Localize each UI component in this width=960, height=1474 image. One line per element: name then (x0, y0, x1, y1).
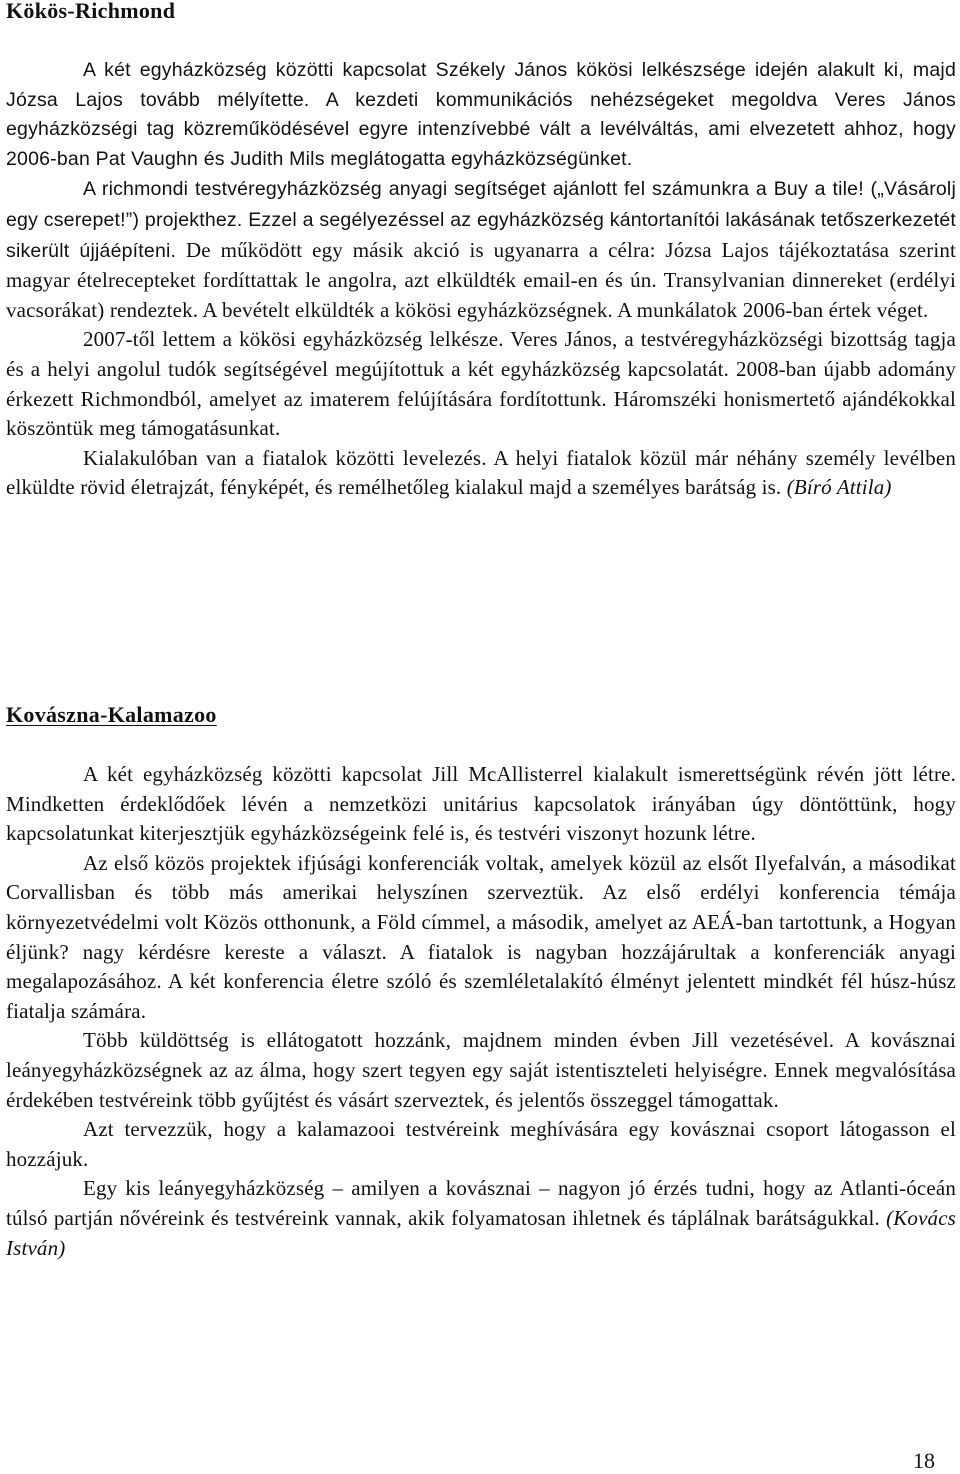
paragraph-text: A richmondi testvéregyházközség anyagi segítséget ajánlott fel számunkra a Buy a tile! („Vásárolj egy cserepet!”) projekthez. Ezzel a segélyezéssel az egyházközség kántortanítói lakásának tetőszerkezetét sikerült újjáépíteni. (6, 178, 956, 262)
paragraph-text: Kialakulóban van a fiatalok közötti levelezés. A helyi fiatalok közül már néhány személy levélben elküldte rövid életrajzát, fényképét, és remélhetőleg kialakul majd a személyes barátság is. (6, 445, 956, 500)
author-signature: (Bíró Attila) (786, 475, 892, 500)
author-signature: (Kovács István) (6, 1205, 956, 1260)
paragraph (6, 444, 956, 503)
section-body-kovaszna-kalamazoo (6, 760, 956, 1263)
paragraph-text: 2007-től lettem a kökösi egyházközség lelkésze. Veres János, a testvéregyházközségi bizottság tagja és a helyi angolul tudók segítségével megújítottuk a két egyházközség kapcsolatát. 2008-ban újabb adomány érkezett Richmondból, amelyet az imaterem felújítására fordítottunk. Háromszéki honismertető ajándékokkal köszöntük meg támogatásunkat. (6, 327, 956, 441)
paragraph-text: Több küldöttség is ellátogatott hozzánk, majdnem minden évben Jill vezetésével. A kovásznai leányegyházközségnek az az álma, hogy szert tegyen egy saját istentiszteleti helyiségre. Ennek megvalósítása érdekében testvéreink több gyűjtést és vásárt szerveztek, és jelentős összeggel támogattak. (6, 1028, 956, 1112)
paragraph-text: Azt tervezzük, hogy a kalamazooi testvéreink meghívására egy kovásznai csoport látogasson el hozzájuk. (6, 1117, 956, 1171)
paragraph (6, 1026, 956, 1115)
paragraph (6, 1115, 956, 1174)
section-body-kokos-richmond (6, 56, 956, 503)
paragraph (6, 56, 956, 174)
paragraph (6, 849, 956, 1027)
paragraph-text: A két egyházközség közötti kapcsolat Székely János kökösi lelkészsége idején alakult ki, majd Józsa Lajos tovább mélyítette. A kezdeti kommunikációs nehézségeket megoldva Veres János egyházközségi tag közreműködésével egyre intenzívebbé vált a levélváltás, ami elvezetett ahhoz, hogy 2006-ban Pat Vaughn és Judith Mils meglátogatta egyházközségünket. (6, 59, 956, 170)
section-title-kovaszna-kalamazoo: Kovászna-Kalamazoo (6, 702, 217, 727)
paragraph (6, 760, 956, 849)
paragraph-text: Az első közös projektek ifjúsági konferenciák voltak, amelyek közül az elsőt Ilyefalván, a másodikat Corvallisban és több más amerikai helyszínen szerveztük. Az első erdélyi konferencia témája környezetvédelmi volt Közös otthonunk, a Föld címmel, a második, amelyet az AEÁ-ban tartottunk, a Hogyan éljünk? nagy kérdésre kereste a választ. A fiatalok is nagyban hozzájárultak a konferenciák anyagi megalapozásához. A két konferencia életre szóló és szemléletalakító élményt jelentett mindkét fél húsz-húsz fiatalja számára. (6, 850, 956, 1023)
paragraph-text: Egy kis leányegyházközség – amilyen a kovásznai – nagyon jó érzés tudni, hogy az Atlanti-óceán túlsó partján nővéreink és testvéreink vannak, akik folyamatosan ihletnek és táplálnak barátságukkal. (6, 1176, 956, 1230)
paragraph-text: A két egyházközség közötti kapcsolat Jill McAllisterrel kialakult ismerettségünk révén jött létre. Mindketten érdeklődőek lévén a nemzetközi unitárius kapcsolatok irányában úgy döntöttünk, hogy kapcsolatunkat kiterjesztjük egyházközségeink felé is, és testvéri viszonyt hozunk létre. (6, 762, 956, 846)
section-title-kokos-richmond: Kökös-Richmond (6, 0, 176, 23)
paragraph (6, 174, 956, 325)
paragraph (6, 1174, 956, 1263)
paragraph-text: De működött egy másik akció is ugyanarra a célra: Józsa Lajos tájékoztatása szerint magyar ételrecepteket fordíttattak le angolra, azt elküldték email-en és ún. Transylvanian dinnereket (erdélyi vacsorákat) rendeztek. A bevételt elküldték a kökösi egyházközségnek. A munkálatok 2006-ban értek véget. (6, 237, 956, 322)
page-number: 18 (913, 1448, 935, 1473)
paragraph (6, 325, 956, 443)
